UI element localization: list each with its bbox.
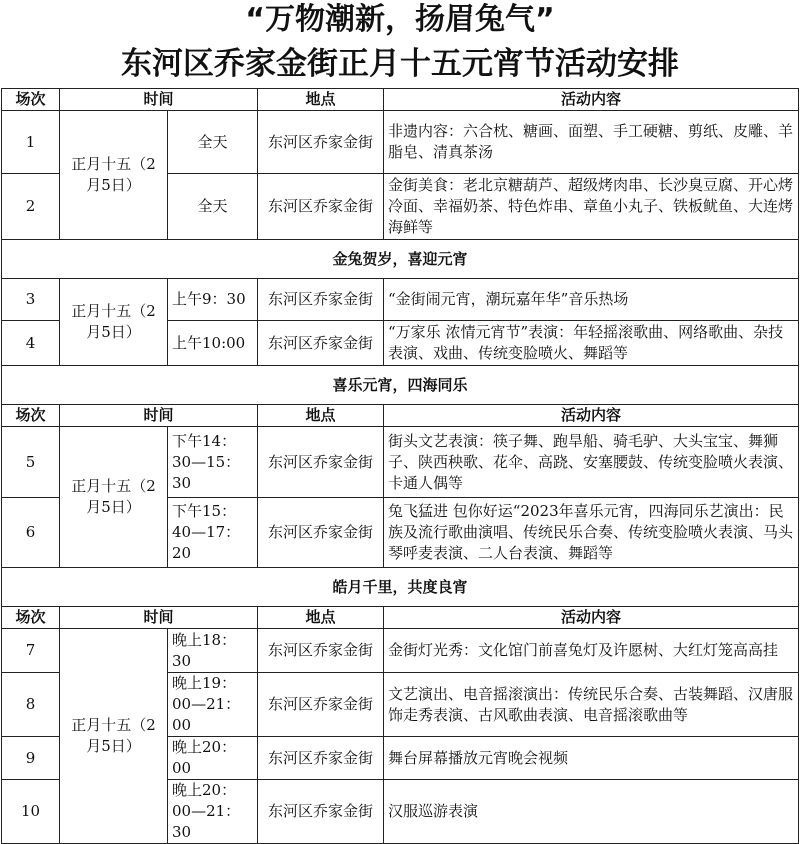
row-content: 文艺演出、电音摇滚演出：传统民乐合奏、古装舞蹈、汉唐服饰走秀表演、古风歌曲表演、电音摇滚歌曲等 — [384, 673, 799, 737]
header-time: 时间 — [60, 89, 258, 111]
row-content: 兔飞猛进 包你好运“2023年喜乐元宵，四海同乐艺演出：民族及流行歌曲演唱、传统民乐合奏、传统变脸喷火表演、马头琴呼麦表演、二人台表演、舞蹈等 — [384, 498, 799, 568]
row-time: 下午14：30—15：30 — [168, 427, 258, 498]
row-no: 6 — [2, 498, 60, 568]
header-content: 活动内容 — [384, 607, 799, 629]
row-no: 7 — [2, 629, 60, 673]
row-date: 正月十五（2月5日） — [60, 427, 168, 568]
row-time: 上午10:00 — [168, 321, 258, 366]
row-date: 正月十五（2月5日） — [60, 111, 168, 240]
header-time: 时间 — [60, 405, 258, 427]
row-no: 2 — [2, 174, 60, 240]
table-row — [2, 629, 799, 673]
row-place: 东河区乔家金街 — [258, 629, 384, 673]
row-no: 3 — [2, 279, 60, 321]
row-no: 5 — [2, 427, 60, 498]
row-time: 晚上18：30 — [168, 629, 258, 673]
row-no: 8 — [2, 673, 60, 737]
table-row — [2, 427, 799, 498]
row-place: 东河区乔家金街 — [258, 427, 384, 498]
row-content: 非遗内容：六合枕、糖画、面塑、手工硬糖、剪纸、皮雕、羊脂皂、清真茶汤 — [384, 111, 799, 174]
row-time: 晚上20：00—21：30 — [168, 780, 258, 844]
header-no: 场次 — [2, 89, 60, 111]
row-time: 上午9：30 — [168, 279, 258, 321]
row-content: 汉服巡游表演 — [384, 780, 799, 844]
row-no: 9 — [2, 737, 60, 780]
row-place: 东河区乔家金街 — [258, 737, 384, 780]
row-content: “万家乐 浓情元宵节”表演：年轻摇滚歌曲、网络歌曲、杂技表演、戏曲、传统变脸喷火、舞蹈等 — [384, 321, 799, 366]
row-date: 正月十五（2月5日） — [60, 279, 168, 366]
header-time: 时间 — [60, 607, 258, 629]
table-header-row — [2, 607, 799, 629]
row-time: 全天 — [168, 111, 258, 174]
section-title: 皓月千里，共度良宵 — [2, 568, 799, 607]
row-content: 街头文艺表演：筷子舞、跑旱船、骑毛驴、大头宝宝、舞狮子、陕西秧歌、花伞、高跷、安塞腰鼓、传统变脸喷火表演、卡通人偶等 — [384, 427, 799, 498]
row-time: 下午15：40—17：20 — [168, 498, 258, 568]
header-place: 地点 — [258, 89, 384, 111]
row-content: 金街美食：老北京糖葫芦、超级烤肉串、长沙臭豆腐、开心烤冷面、幸福奶茶、特色炸串、章鱼小丸子、铁板鱿鱼、大连烤海鲜等 — [384, 174, 799, 240]
row-place: 东河区乔家金街 — [258, 498, 384, 568]
table-header-row — [2, 89, 799, 111]
row-content: 金街灯光秀：文化馆门前喜兔灯及许愿树、大红灯笼高高挂 — [384, 629, 799, 673]
row-time: 全天 — [168, 174, 258, 240]
section-title: 喜乐元宵，四海同乐 — [2, 366, 799, 405]
section-title: 金兔贺岁，喜迎元宵 — [2, 240, 799, 279]
row-content: “金街闹元宵，潮玩嘉年华”音乐热场 — [384, 279, 799, 321]
table-row — [2, 111, 799, 174]
row-date: 正月十五（2月5日） — [60, 629, 168, 844]
row-place: 东河区乔家金街 — [258, 174, 384, 240]
table-header-row — [2, 405, 799, 427]
table-row — [2, 279, 799, 321]
row-place: 东河区乔家金街 — [258, 279, 384, 321]
row-no: 4 — [2, 321, 60, 366]
row-place: 东河区乔家金街 — [258, 111, 384, 174]
row-time: 晚上19：00—21：00 — [168, 673, 258, 737]
row-time: 晚上20：00 — [168, 737, 258, 780]
row-no: 10 — [2, 780, 60, 844]
row-place: 东河区乔家金街 — [258, 673, 384, 737]
row-place: 东河区乔家金街 — [258, 780, 384, 844]
schedule-table — [1, 88, 799, 844]
header-no: 场次 — [2, 405, 60, 427]
row-place: 东河区乔家金街 — [258, 321, 384, 366]
row-no: 1 — [2, 111, 60, 174]
page-title-line1: “万物潮新，扬眉兔气” — [245, 2, 555, 37]
header-content: 活动内容 — [384, 405, 799, 427]
header-place: 地点 — [258, 405, 384, 427]
page-title-line2: 东河区乔家金街正月十五元宵节活动安排 — [121, 46, 679, 82]
header-no: 场次 — [2, 607, 60, 629]
header-place: 地点 — [258, 607, 384, 629]
header-content: 活动内容 — [384, 89, 799, 111]
row-content: 舞台屏幕播放元宵晚会视频 — [384, 737, 799, 780]
